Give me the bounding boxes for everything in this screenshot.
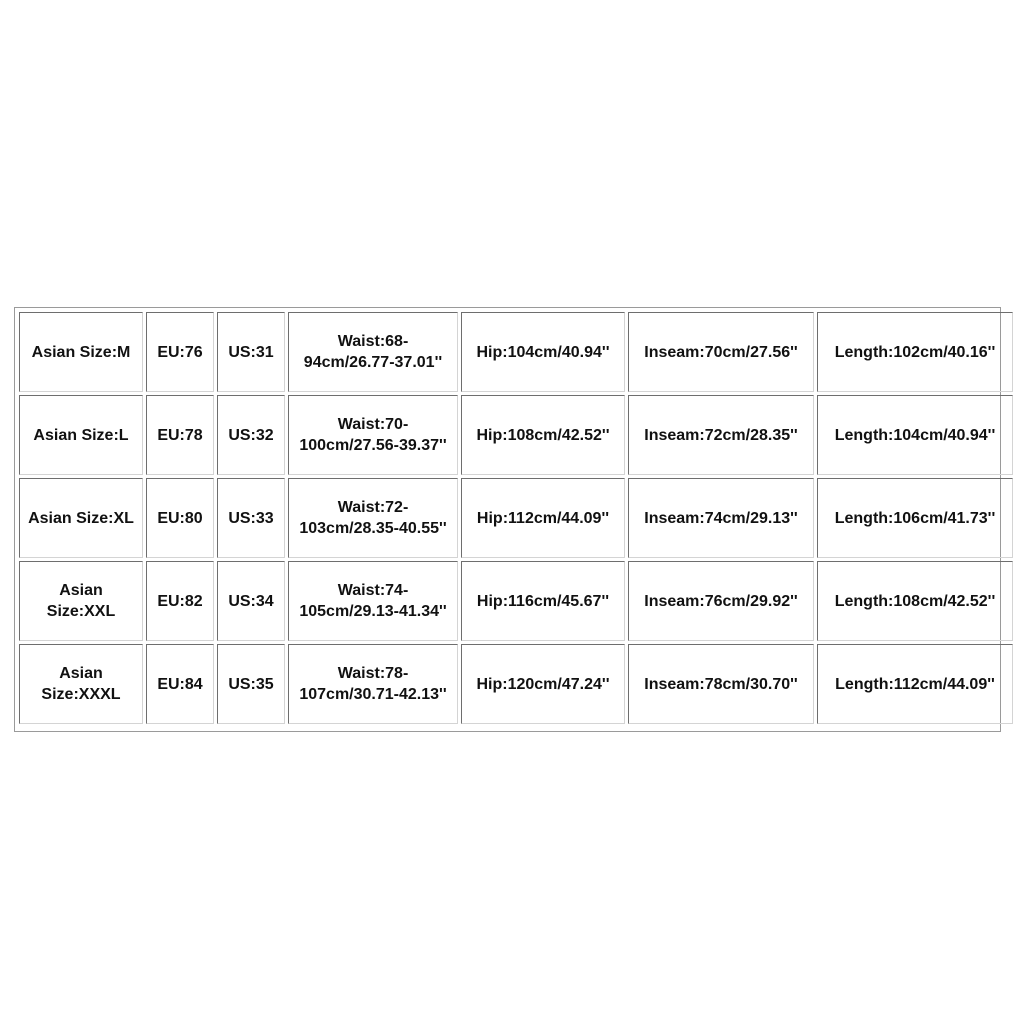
table-row bbox=[19, 561, 1013, 641]
eu-size-cell: EU:82 bbox=[146, 561, 214, 641]
waist-cell: Waist:72-103cm/28.35-40.55'' bbox=[288, 478, 458, 558]
hip-cell: Hip:116cm/45.67'' bbox=[461, 561, 625, 641]
table-row bbox=[19, 478, 1013, 558]
us-size-cell: US:33 bbox=[217, 478, 285, 558]
length-cell: Length:106cm/41.73'' bbox=[817, 478, 1013, 558]
us-size-cell: US:34 bbox=[217, 561, 285, 641]
us-size-cell: US:32 bbox=[217, 395, 285, 475]
eu-size-cell: EU:80 bbox=[146, 478, 214, 558]
asian-size-cell: Asian Size:XL bbox=[19, 478, 143, 558]
waist-cell: Waist:74-105cm/29.13-41.34'' bbox=[288, 561, 458, 641]
asian-size-cell: Asian Size:XXXL bbox=[19, 644, 143, 724]
length-cell: Length:102cm/40.16'' bbox=[817, 312, 1013, 392]
length-cell: Length:108cm/42.52'' bbox=[817, 561, 1013, 641]
length-cell: Length:104cm/40.94'' bbox=[817, 395, 1013, 475]
inseam-cell: Inseam:74cm/29.13'' bbox=[628, 478, 814, 558]
hip-cell: Hip:120cm/47.24'' bbox=[461, 644, 625, 724]
waist-cell: Waist:70-100cm/27.56-39.37'' bbox=[288, 395, 458, 475]
table-row bbox=[19, 312, 1013, 392]
size-chart bbox=[14, 307, 1001, 732]
inseam-cell: Inseam:70cm/27.56'' bbox=[628, 312, 814, 392]
inseam-cell: Inseam:72cm/28.35'' bbox=[628, 395, 814, 475]
waist-cell: Waist:68-94cm/26.77-37.01'' bbox=[288, 312, 458, 392]
size-chart-table bbox=[16, 309, 1016, 727]
table-row bbox=[19, 644, 1013, 724]
us-size-cell: US:31 bbox=[217, 312, 285, 392]
asian-size-cell: Asian Size:M bbox=[19, 312, 143, 392]
hip-cell: Hip:112cm/44.09'' bbox=[461, 478, 625, 558]
eu-size-cell: EU:84 bbox=[146, 644, 214, 724]
inseam-cell: Inseam:78cm/30.70'' bbox=[628, 644, 814, 724]
waist-cell: Waist:78-107cm/30.71-42.13'' bbox=[288, 644, 458, 724]
eu-size-cell: EU:78 bbox=[146, 395, 214, 475]
asian-size-cell: Asian Size:L bbox=[19, 395, 143, 475]
asian-size-cell: Asian Size:XXL bbox=[19, 561, 143, 641]
hip-cell: Hip:104cm/40.94'' bbox=[461, 312, 625, 392]
table-row bbox=[19, 395, 1013, 475]
hip-cell: Hip:108cm/42.52'' bbox=[461, 395, 625, 475]
inseam-cell: Inseam:76cm/29.92'' bbox=[628, 561, 814, 641]
length-cell: Length:112cm/44.09'' bbox=[817, 644, 1013, 724]
eu-size-cell: EU:76 bbox=[146, 312, 214, 392]
us-size-cell: US:35 bbox=[217, 644, 285, 724]
